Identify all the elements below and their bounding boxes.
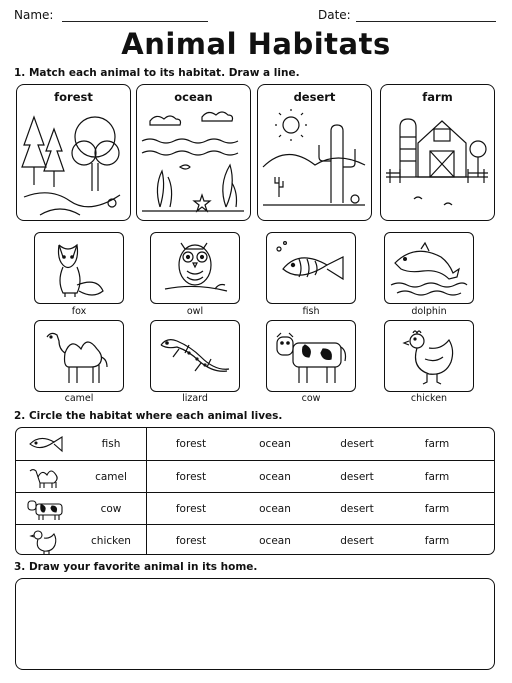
- habitat-label-desert: desert: [293, 90, 336, 104]
- choice-forest[interactable]: forest: [175, 471, 207, 483]
- animal-label-owl: owl: [186, 306, 204, 317]
- choice-forest[interactable]: forest: [175, 438, 207, 450]
- habitat-label-ocean: ocean: [174, 90, 213, 104]
- choice-desert[interactable]: desert: [340, 471, 374, 483]
- section1-instruction: 1. Match each animal to its habitat. Draw a line.: [14, 67, 300, 79]
- animal-card-chicken[interactable]: [384, 320, 474, 392]
- page-title: Animal Habitats: [121, 27, 391, 61]
- camel-icon: [37, 323, 121, 389]
- choice-farm[interactable]: farm: [424, 503, 450, 515]
- dolphin-icon: [387, 235, 471, 301]
- chicken-icon: [28, 528, 64, 554]
- farm-scene-icon: [384, 107, 490, 217]
- fox-icon: [37, 235, 121, 301]
- animal-card-lizard[interactable]: [150, 320, 240, 392]
- date-line[interactable]: [356, 21, 496, 22]
- choice-farm[interactable]: farm: [424, 535, 450, 547]
- habitat-label-farm: farm: [422, 90, 453, 104]
- choice-ocean[interactable]: ocean: [259, 503, 291, 515]
- animal-card-fish[interactable]: [266, 232, 356, 304]
- habitat-card-farm[interactable]: [380, 84, 495, 221]
- row-animal-label: camel: [95, 471, 127, 483]
- choice-ocean[interactable]: ocean: [259, 438, 291, 450]
- animal-card-camel[interactable]: [34, 320, 124, 392]
- animal-card-owl[interactable]: [150, 232, 240, 304]
- chicken-icon: [387, 323, 471, 389]
- table-row: [16, 428, 494, 460]
- habitat-card-ocean[interactable]: [136, 84, 251, 221]
- cow-icon: [269, 323, 353, 389]
- lizard-icon: [153, 323, 237, 389]
- animal-label-fish: fish: [302, 306, 320, 317]
- choice-desert[interactable]: desert: [340, 535, 374, 547]
- animal-card-cow[interactable]: [266, 320, 356, 392]
- animal-label-cow: cow: [301, 393, 321, 404]
- date-label: Date:: [318, 8, 351, 22]
- row-animal-label: fish: [101, 438, 121, 450]
- animal-card-dolphin[interactable]: [384, 232, 474, 304]
- name-line[interactable]: [62, 21, 208, 22]
- choice-ocean[interactable]: ocean: [259, 471, 291, 483]
- choice-farm[interactable]: farm: [424, 438, 450, 450]
- animal-card-fox[interactable]: [34, 232, 124, 304]
- camel-icon: [26, 465, 66, 489]
- fish-icon: [269, 235, 353, 301]
- habitat-choice-table: [15, 427, 495, 555]
- choice-farm[interactable]: farm: [424, 471, 450, 483]
- habitat-card-desert[interactable]: [257, 84, 372, 221]
- table-row: [16, 460, 494, 492]
- animal-label-camel: camel: [64, 393, 94, 404]
- forest-scene-icon: [20, 107, 126, 217]
- table-row: [16, 492, 494, 524]
- choice-ocean[interactable]: ocean: [259, 535, 291, 547]
- table-row: [16, 524, 494, 555]
- choice-desert[interactable]: desert: [340, 503, 374, 515]
- animal-label-chicken: chicken: [410, 393, 448, 404]
- desert-scene-icon: [261, 107, 367, 217]
- fish-icon: [26, 433, 66, 455]
- habitat-card-forest[interactable]: [16, 84, 131, 221]
- section3-instruction: 3. Draw your favorite animal in its home.: [14, 561, 258, 573]
- habitat-label-forest: forest: [54, 90, 93, 104]
- section2-instruction: 2. Circle the habitat where each animal lives.: [14, 410, 283, 422]
- animal-label-lizard: lizard: [182, 393, 208, 404]
- choice-forest[interactable]: forest: [175, 503, 207, 515]
- cow-icon: [26, 497, 66, 521]
- name-label: Name:: [14, 8, 54, 22]
- choice-desert[interactable]: desert: [340, 438, 374, 450]
- animal-label-fox: fox: [71, 306, 87, 317]
- ocean-scene-icon: [140, 107, 246, 217]
- owl-icon: [153, 235, 237, 301]
- row-animal-label: chicken: [91, 535, 131, 547]
- row-animal-label: cow: [100, 503, 122, 515]
- animal-label-dolphin: dolphin: [411, 306, 447, 317]
- choice-forest[interactable]: forest: [175, 535, 207, 547]
- drawing-area[interactable]: [15, 578, 495, 670]
